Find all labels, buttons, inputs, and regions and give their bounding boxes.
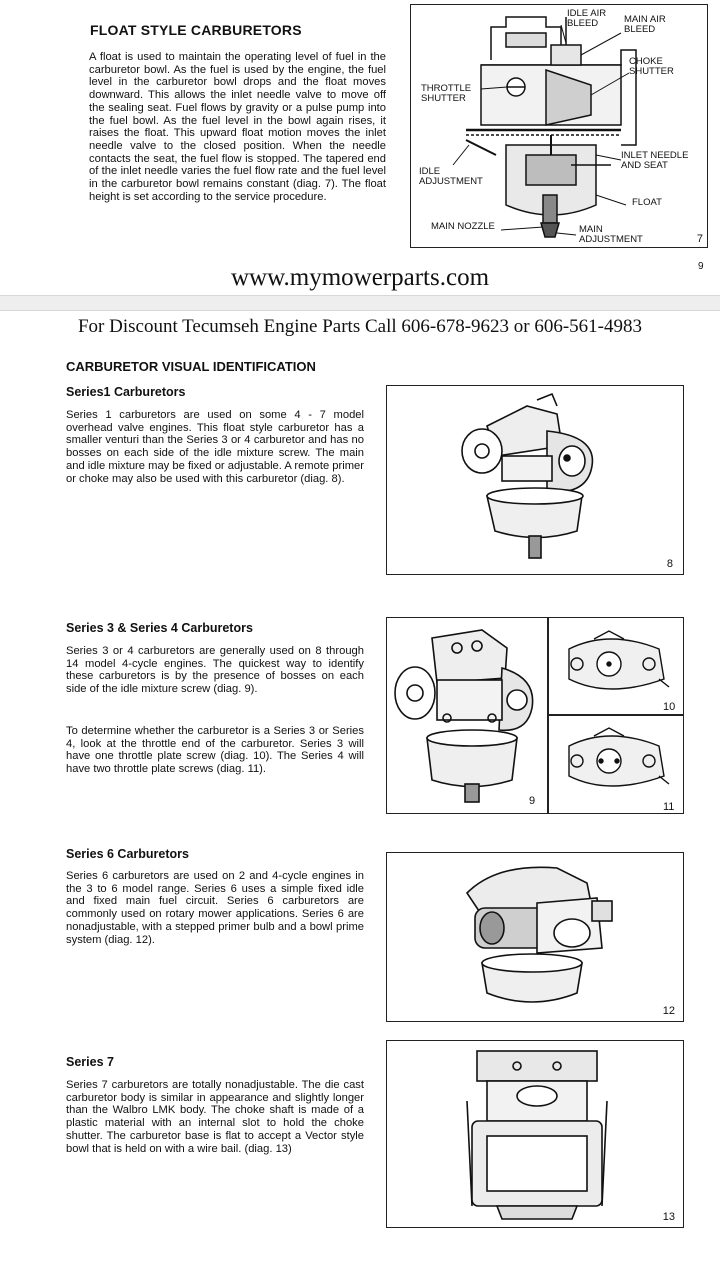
diagram-12-series6 bbox=[386, 852, 684, 1022]
series7-title: Series 7 bbox=[66, 1055, 114, 1069]
label-throttle-shutter: THROTTLE SHUTTER bbox=[421, 83, 472, 104]
series1-body: Series 1 carburetors are used on some 4 - 7 model overhead valve engines. This float style carburetor has a smaller venturi than the Series 3 or 4 carburetor and has no bosses on each side of the idle mixture screw. The main and idle mixture may be fixed or adjustable. A remote primer or choke may also be used with this carburetor (diag. 8). bbox=[66, 409, 364, 485]
series6-body: Series 6 carburetors are used on 2 and 4-cycle engines in the 3 to 6 model range. Series 6 uses a simple fixed idle and fixed main fuel circuit. Series 6 carburetors are commonly used on rotary mower applications. Series 6 are nonadjustable, with a stepped primer bulb and a bowl prime system (diag. 12). bbox=[66, 870, 364, 946]
diagram-12-number: 12 bbox=[662, 1005, 675, 1017]
diagram-10-number: 10 bbox=[663, 701, 676, 713]
label-main-nozzle: MAIN NOZZLE bbox=[431, 221, 495, 232]
diagram-7-number: 7 bbox=[696, 233, 703, 245]
diagram-9-10-11-series34 bbox=[386, 617, 684, 814]
series34-body-1: Series 3 or 4 carburetors are generally used on 8 through 14 model 4-cycle engines. The quickest way to identify these carburetors is by the presence of bosses on each side of the idle mixture screw (diag. 9). bbox=[66, 645, 364, 696]
series34-carburetor-illustration bbox=[387, 618, 547, 813]
discount-banner: For Discount Tecumseh Engine Parts Call 606-678-9623 or 606-561-4983 bbox=[77, 316, 643, 337]
diagram-13-number: 13 bbox=[662, 1211, 675, 1223]
label-idle-adjustment: IDLE ADJUSTMENT bbox=[419, 166, 483, 187]
label-main-adjustment: MAIN ADJUSTMENT bbox=[579, 224, 643, 245]
label-idle-air-bleed: IDLE AIR BLEED bbox=[567, 8, 607, 29]
series6-title: Series 6 Carburetors bbox=[66, 847, 189, 861]
series4-throttle-plate-illustration bbox=[549, 716, 683, 812]
series7-body: Series 7 carburetors are totally nonadjustable. The die cast carburetor body is similar in appearance and slightly longer than the Walbro LMK body. The choke shaft is made of a plastic material with an internal slot to hold the choke shutter. The carburetor base is flat to accept a Vector style bowl that is held on with a wire bail. (diag. 13) bbox=[66, 1079, 364, 1155]
carburetor-cutaway-illustration bbox=[411, 5, 707, 247]
diagram-13-series7 bbox=[386, 1040, 684, 1228]
page-separator bbox=[0, 295, 720, 311]
label-choke-shutter: CHOKE SHUTTER bbox=[629, 56, 674, 77]
series6-carburetor-illustration bbox=[387, 853, 683, 1021]
series34-title: Series 3 & Series 4 Carburetors bbox=[66, 621, 253, 635]
visual-id-title: CARBURETOR VISUAL IDENTIFICATION bbox=[66, 359, 316, 374]
series7-carburetor-illustration bbox=[387, 1041, 683, 1227]
diagram-7-float-carburetor bbox=[410, 4, 708, 248]
diagram-8-number: 8 bbox=[666, 558, 673, 570]
diagram-9-number: 9 bbox=[529, 795, 536, 807]
diagram-8-series1 bbox=[386, 385, 684, 575]
label-main-air-bleed: MAIN AIR BLEED bbox=[624, 14, 666, 35]
label-inlet-needle-seat: INLET NEEDLE AND SEAT bbox=[621, 150, 689, 171]
series1-title: Series1 Carburetors bbox=[66, 385, 186, 399]
site-url[interactable]: www.mymowerparts.com bbox=[230, 264, 490, 291]
series3-throttle-plate-illustration bbox=[549, 619, 683, 713]
label-float: FLOAT bbox=[632, 197, 662, 208]
float-section-title: FLOAT STYLE CARBURETORS bbox=[90, 22, 302, 38]
diagram-11-number: 11 bbox=[663, 801, 675, 813]
page-number: 9 bbox=[698, 261, 704, 272]
series1-carburetor-illustration bbox=[387, 386, 683, 574]
series34-body-2: To determine whether the carburetor is a Series 3 or Series 4, look at the throttle end of the carburetor. Series 3 will have one throttle plate screw (diag. 10). The Series 4 will have two throttle plate screws (diag. 11). bbox=[66, 725, 364, 776]
float-section-body: A float is used to maintain the operating level of fuel in the carburetor bowl. As the fuel is used by the engine, the fuel level in the carburetor bowl drops and the float moves downward. This allows the inlet needle valve to move off the sealing seat. Fuel flows by gravity or a pulse pump into the fuel bowl. As the fuel level in the bowl again rises, it raises the float. This upward float motion moves the inlet needle valve to the closed position. When the needle contacts the seat, the fuel flow is stopped. The tapered end of the inlet needle varies the fuel flow rate and the fuel level in the carburetor bowl remains constant (diag. 7). The float height is set according to the service procedure. bbox=[89, 51, 386, 203]
